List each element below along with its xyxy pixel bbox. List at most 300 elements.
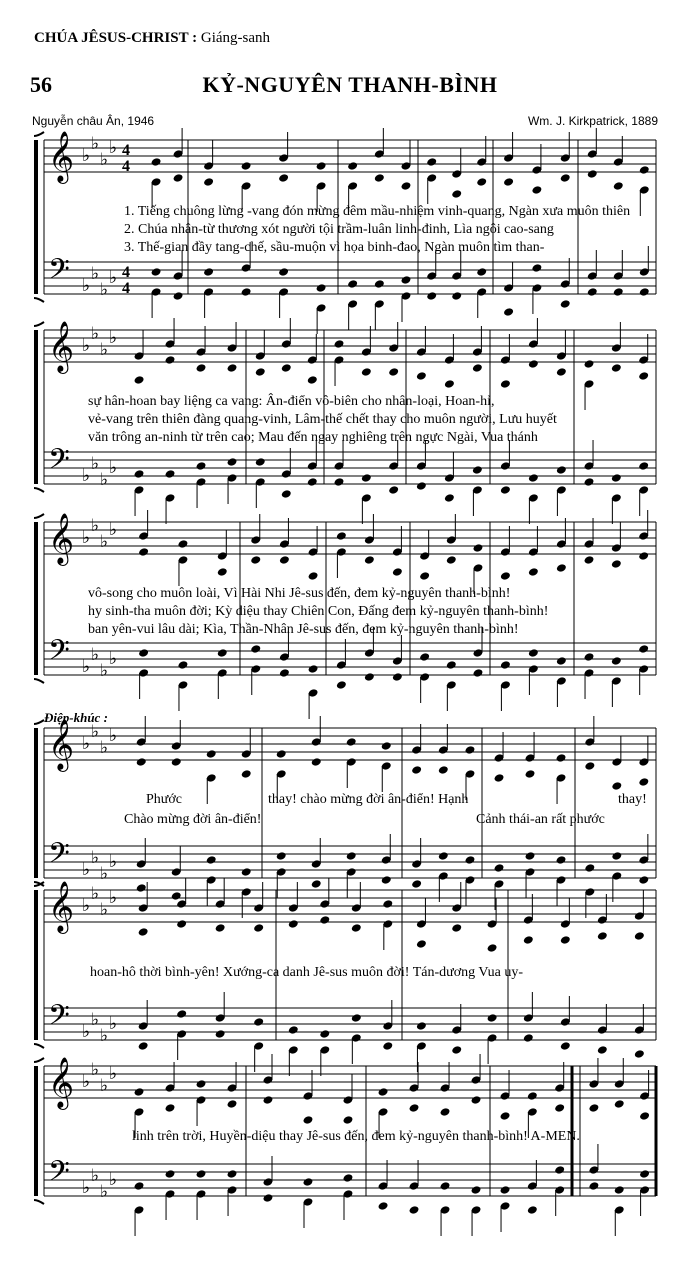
- note-head: [531, 185, 542, 195]
- note-head: [556, 753, 567, 763]
- note-head: [361, 367, 372, 377]
- note-head: [138, 927, 149, 937]
- note-head: [307, 477, 318, 487]
- note-head: [416, 371, 427, 381]
- flat-sign-icon: ♭: [91, 1060, 100, 1080]
- note-head: [134, 1181, 145, 1191]
- time-signature-bottom: 4: [122, 158, 130, 175]
- refrain-line-2a: Chào mừng đời ân-điển!: [124, 812, 262, 827]
- note-head: [440, 1181, 451, 1191]
- note-head: [611, 781, 622, 791]
- flat-sign-icon: ♭: [82, 336, 91, 356]
- note-head: [173, 291, 184, 301]
- note-head: [374, 279, 385, 289]
- bass-clef-icon: 𝄢: [48, 999, 70, 1039]
- note-head: [584, 863, 595, 873]
- note-head: [138, 547, 149, 557]
- time-signature-top: 4: [122, 264, 130, 281]
- note-head: [409, 1103, 420, 1113]
- note-head: [263, 1095, 274, 1105]
- flat-sign-icon: ♭: [109, 1014, 118, 1034]
- note-head: [316, 283, 327, 293]
- note-head: [638, 777, 649, 787]
- treble-clef-icon: 𝄞: [48, 131, 75, 182]
- note-head: [611, 851, 622, 861]
- note-head: [361, 473, 372, 483]
- note-head: [451, 923, 462, 933]
- flat-sign-icon: ♭: [82, 657, 91, 677]
- note-head: [196, 363, 207, 373]
- note-head: [638, 644, 649, 654]
- flat-sign-icon: ♭: [109, 268, 118, 288]
- section-title: CHÚA JÊSUS-CHRIST: [34, 30, 189, 46]
- note-head: [217, 567, 228, 577]
- verse-2-line-1: 2. Chúa nhân-từ thương xót người tội trầm-luân linh-đinh, Lìa ngôi cao-sang: [124, 222, 554, 237]
- flat-sign-icon: ♭: [109, 852, 118, 872]
- note-head: [525, 769, 536, 779]
- verse-3-line-1: 3. Thế-gian đầy tang-chế, sầu-muộn vì họa binh-đao, Ngàn muôn tìm than-: [124, 240, 545, 255]
- note-head: [438, 851, 449, 861]
- note-head: [241, 287, 252, 297]
- refrain-line-3: hoan-hô thời bình-yên! Xướng-ca danh Jê-sus muôn đời! Tán-dương Vua uy-: [90, 965, 524, 980]
- note-head: [560, 1041, 571, 1051]
- note-head: [276, 851, 287, 861]
- note-head: [500, 1185, 511, 1195]
- note-head: [281, 489, 292, 499]
- note-head: [444, 493, 455, 503]
- note-head: [472, 465, 483, 475]
- flat-sign-icon: ♭: [100, 280, 109, 300]
- note-head: [206, 855, 217, 865]
- refrain-line-1b: thay! chào mừng đời ân-điển! Hạnh: [268, 792, 469, 807]
- note-head: [638, 461, 649, 471]
- flat-sign-icon: ♭: [100, 470, 109, 490]
- bracket-hook-bottom: [34, 488, 44, 492]
- flat-sign-icon: ♭: [82, 896, 91, 916]
- note-head: [500, 485, 511, 495]
- note-head: [336, 531, 347, 541]
- note-head: [388, 367, 399, 377]
- note-head: [446, 660, 457, 670]
- note-head: [613, 287, 624, 297]
- section-subtitle: Giáng-sanh: [200, 30, 271, 46]
- note-head: [382, 1041, 393, 1051]
- note-head: [471, 1185, 482, 1195]
- note-head: [494, 773, 505, 783]
- note-head: [278, 267, 289, 277]
- note-head: [639, 1111, 650, 1121]
- note-head: [165, 355, 176, 365]
- note-head: [215, 1029, 226, 1039]
- note-head: [196, 461, 207, 471]
- note-head: [451, 1045, 462, 1055]
- note-head: [554, 1103, 565, 1113]
- treble-clef-icon: 𝄞: [48, 881, 75, 932]
- note-head: [334, 339, 345, 349]
- note-head: [613, 181, 624, 191]
- note-head: [151, 267, 162, 277]
- flat-sign-icon: ♭: [91, 848, 100, 868]
- note-head: [560, 935, 571, 945]
- note-head: [311, 879, 322, 889]
- flat-sign-icon: ♭: [91, 264, 100, 284]
- note-head: [444, 379, 455, 389]
- note-head: [500, 660, 511, 670]
- note-head: [500, 379, 511, 389]
- verse-1-line-1: 1. Tiếng chuông lừng -vang đón mừng đêm mầu-nhiệm vinh-quang, Ngàn xưa muôn thiên: [124, 204, 631, 219]
- note-head: [388, 485, 399, 495]
- flat-sign-icon: ♭: [100, 1076, 109, 1096]
- note-head: [503, 307, 514, 317]
- note-head: [227, 363, 238, 373]
- treble-clef-icon: 𝄞: [48, 1057, 75, 1108]
- note-head: [523, 1033, 534, 1043]
- note-head: [241, 867, 252, 877]
- bass-clef-icon: 𝄢: [48, 443, 70, 483]
- verse-3-line-3: ban yên-vui lâu dài; Kìa, Thần-Nhân Jê-sus đến, đem kỷ-nguyên thanh-bình!: [88, 622, 519, 637]
- note-head: [241, 161, 252, 171]
- note-head: [638, 371, 649, 381]
- flat-sign-icon: ♭: [100, 340, 109, 360]
- note-head: [217, 648, 228, 658]
- note-head: [588, 1103, 599, 1113]
- note-head: [364, 672, 375, 682]
- note-head: [597, 1045, 608, 1055]
- flat-sign-icon: ♭: [100, 1182, 109, 1202]
- note-head: [416, 481, 427, 491]
- note-head: [381, 741, 392, 751]
- note-head: [346, 851, 357, 861]
- note-head: [278, 173, 289, 183]
- note-head: [411, 879, 422, 889]
- note-head: [419, 571, 430, 581]
- note-head: [584, 477, 595, 487]
- note-head: [634, 931, 645, 941]
- flat-sign-icon: ♭: [109, 458, 118, 478]
- note-head: [554, 1165, 565, 1175]
- flat-sign-icon: ♭: [109, 649, 118, 669]
- note-head: [465, 745, 476, 755]
- note-head: [136, 883, 147, 893]
- lyricist-credit: Nguyễn châu Ân, 1946: [32, 114, 155, 128]
- note-head: [560, 173, 571, 183]
- note-head: [473, 668, 484, 678]
- note-head: [556, 367, 567, 377]
- flat-sign-icon: ♭: [100, 864, 109, 884]
- bracket-hook-top: [34, 322, 44, 326]
- flat-sign-icon: ♭: [100, 532, 109, 552]
- note-head: [556, 465, 567, 475]
- flat-sign-icon: ♭: [100, 900, 109, 920]
- note-head: [438, 765, 449, 775]
- note-head: [227, 1099, 238, 1109]
- bass-clef-icon: 𝄢: [48, 634, 70, 674]
- verse-2-line-2: vẻ-vang trên thiên đàng quang-vinh, Lâm-thế chết thay cho muôn người, Lưu huyết: [88, 412, 557, 427]
- flat-sign-icon: ♭: [109, 1170, 118, 1190]
- flat-sign-icon: ♭: [109, 328, 118, 348]
- note-head: [611, 363, 622, 373]
- note-head: [487, 1013, 498, 1023]
- note-head: [364, 555, 375, 565]
- note-head: [584, 761, 595, 771]
- bass-clef-icon: 𝄢: [48, 837, 70, 877]
- refrain-label: Điệp-khúc :: [44, 710, 108, 725]
- flat-sign-icon: ♭: [82, 276, 91, 296]
- note-head: [411, 765, 422, 775]
- note-head: [165, 469, 176, 479]
- flat-sign-icon: ♭: [82, 466, 91, 486]
- note-head: [639, 1169, 650, 1179]
- verse-3-line-2: văn trông an-ninh từ trên cao; Mau đến ngay nghiêng trên ngực Ngài, Vua thánh: [88, 430, 538, 445]
- note-head: [176, 919, 187, 929]
- note-head: [227, 1169, 238, 1179]
- refrain-line-1a: Phước: [146, 792, 182, 807]
- note-head: [416, 939, 427, 949]
- note-head: [446, 555, 457, 565]
- flat-sign-icon: ♭: [91, 722, 100, 742]
- note-head: [319, 915, 330, 925]
- note-head: [250, 644, 261, 654]
- note-head: [401, 181, 412, 191]
- bracket-hook-top: [34, 514, 44, 518]
- note-head: [476, 177, 487, 187]
- flat-sign-icon: ♭: [109, 888, 118, 908]
- note-head: [392, 672, 403, 682]
- flat-sign-icon: ♭: [91, 1166, 100, 1186]
- note-head: [426, 291, 437, 301]
- note-head: [203, 267, 214, 277]
- note-head: [556, 563, 567, 573]
- flat-sign-icon: ♭: [100, 661, 109, 681]
- note-head: [584, 652, 595, 662]
- note-head: [334, 477, 345, 487]
- note-head: [471, 1095, 482, 1105]
- note-head: [494, 863, 505, 873]
- note-head: [347, 161, 358, 171]
- note-head: [288, 919, 299, 929]
- note-head: [527, 1091, 538, 1101]
- note-head: [525, 851, 536, 861]
- note-head: [382, 899, 393, 909]
- note-head: [500, 1111, 511, 1121]
- note-head: [416, 1021, 427, 1031]
- bracket-hook-bottom: [34, 298, 44, 302]
- composer-credit: Wm. J. Kirkpatrick, 1889: [527, 114, 658, 128]
- note-head: [487, 943, 498, 953]
- note-head: [177, 660, 188, 670]
- note-head: [173, 173, 184, 183]
- note-head: [343, 1173, 354, 1183]
- note-head: [176, 1009, 187, 1019]
- note-head: [196, 1079, 207, 1089]
- note-head: [527, 1205, 538, 1215]
- flat-sign-icon: ♭: [100, 150, 109, 170]
- flat-sign-icon: ♭: [109, 138, 118, 158]
- note-head: [611, 559, 622, 569]
- note-head: [346, 737, 357, 747]
- note-head: [307, 375, 318, 385]
- flat-sign-icon: ♭: [109, 726, 118, 746]
- flat-sign-icon: ♭: [82, 734, 91, 754]
- refrain-line-1c: thay!: [618, 792, 647, 807]
- flat-sign-icon: ♭: [82, 1178, 91, 1198]
- note-head: [303, 1177, 314, 1187]
- note-head: [319, 1029, 330, 1039]
- note-head: [528, 359, 539, 369]
- note-head: [171, 757, 182, 767]
- note-head: [279, 668, 290, 678]
- note-head: [584, 359, 595, 369]
- flat-sign-icon: ♭: [91, 324, 100, 344]
- flat-sign-icon: ♭: [91, 1010, 100, 1030]
- note-head: [419, 652, 430, 662]
- note-head: [351, 1013, 362, 1023]
- note-head: [560, 299, 571, 309]
- note-head: [639, 165, 650, 175]
- note-head: [276, 749, 287, 759]
- note-head: [401, 275, 412, 285]
- note-head: [476, 267, 487, 277]
- note-head: [316, 161, 327, 171]
- note-head: [336, 680, 347, 690]
- note-head: [409, 1205, 420, 1215]
- note-head: [263, 1193, 274, 1203]
- note-head: [253, 1017, 264, 1027]
- flat-sign-icon: ♭: [109, 520, 118, 540]
- refrain-line-4: linh trên trời, Huyền-diệu thay Jê-sus đến, đem kỷ-nguyên thanh-bình! A-MEN.: [132, 1129, 580, 1144]
- bracket-hook-top: [34, 132, 44, 136]
- note-head: [308, 664, 319, 674]
- note-head: [587, 169, 598, 179]
- note-head: [171, 891, 182, 901]
- note-head: [250, 555, 261, 565]
- note-head: [528, 648, 539, 658]
- verse-1-line-3: vô-song cho muôn loài, Vì Hài Nhi Jê-sus đến, đem kỷ-nguyên thanh-bình!: [88, 586, 511, 601]
- flat-sign-icon: ♭: [82, 860, 91, 880]
- note-head: [351, 923, 362, 933]
- bracket-hook-top: [34, 720, 44, 724]
- flat-sign-icon: ♭: [91, 884, 100, 904]
- note-head: [203, 177, 214, 187]
- note-head: [177, 539, 188, 549]
- note-head: [134, 469, 145, 479]
- note-head: [473, 543, 484, 553]
- note-head: [614, 1099, 625, 1109]
- note-head: [451, 291, 462, 301]
- note-head: [503, 177, 514, 187]
- note-head: [347, 279, 358, 289]
- note-head: [241, 769, 252, 779]
- note-head: [311, 757, 322, 767]
- note-head: [528, 473, 539, 483]
- flat-sign-icon: ♭: [82, 528, 91, 548]
- note-head: [281, 363, 292, 373]
- refrain-line-2b: Cảnh thái-an rất phước: [476, 812, 605, 827]
- flat-sign-icon: ♭: [82, 1022, 91, 1042]
- hymn-title: KỶ-NGUYÊN THANH-BÌNH: [202, 72, 498, 97]
- note-head: [255, 367, 266, 377]
- note-head: [138, 648, 149, 658]
- bracket-hook-bottom: [34, 1200, 44, 1204]
- flat-sign-icon: ♭: [109, 1064, 118, 1084]
- note-head: [587, 287, 598, 297]
- note-head: [196, 1169, 207, 1179]
- note-head: [165, 1169, 176, 1179]
- treble-clef-icon: 𝄞: [48, 513, 75, 564]
- note-head: [588, 1181, 599, 1191]
- treble-clef-icon: 𝄞: [48, 719, 75, 770]
- flat-sign-icon: ♭: [82, 146, 91, 166]
- note-head: [531, 263, 542, 273]
- note-head: [151, 157, 162, 167]
- note-head: [638, 875, 649, 885]
- bass-clef-icon: 𝄢: [48, 1155, 70, 1195]
- note-head: [378, 1087, 389, 1097]
- bracket-hook-bottom: [34, 679, 44, 683]
- bass-clef-icon: 𝄢: [48, 253, 70, 293]
- note-head: [378, 1201, 389, 1211]
- note-head: [288, 1025, 299, 1035]
- flat-sign-icon: ♭: [91, 454, 100, 474]
- note-head: [523, 935, 534, 945]
- note-head: [136, 757, 147, 767]
- section-separator: :: [188, 30, 201, 46]
- note-head: [279, 555, 290, 565]
- flat-sign-icon: ♭: [100, 738, 109, 758]
- note-head: [556, 656, 567, 666]
- note-head: [611, 656, 622, 666]
- note-head: [227, 457, 238, 467]
- note-head: [253, 923, 264, 933]
- time-signature-bottom: 4: [122, 280, 130, 297]
- note-head: [134, 375, 145, 385]
- note-head: [528, 567, 539, 577]
- note-head: [634, 1049, 645, 1059]
- note-head: [381, 875, 392, 885]
- note-head: [308, 571, 319, 581]
- note-head: [138, 1041, 149, 1051]
- bracket-hook-top: [34, 1058, 44, 1062]
- hymn-number: 56: [30, 72, 52, 97]
- flat-sign-icon: ♭: [82, 1072, 91, 1092]
- note-head: [374, 173, 385, 183]
- verse-2-line-3: hy sinh-tha muôn đời; Kỳ diệu thay Chiên Con, Đấng đem kỷ-nguyên thanh-bình!: [88, 604, 549, 619]
- note-head: [206, 749, 217, 759]
- note-head: [451, 189, 462, 199]
- note-head: [134, 1087, 145, 1097]
- flat-sign-icon: ♭: [91, 516, 100, 536]
- time-signature-top: 4: [122, 142, 130, 159]
- note-head: [584, 555, 595, 565]
- verse-1-line-2: sự hân-hoan bay liệng ca vang: Ân-điển vô-biên cho nhân-loại, Hoan-hỉ,: [88, 394, 495, 409]
- note-head: [440, 1107, 451, 1117]
- flat-sign-icon: ♭: [100, 1026, 109, 1046]
- note-head: [639, 287, 650, 297]
- flat-sign-icon: ♭: [91, 134, 100, 154]
- note-head: [638, 551, 649, 561]
- note-head: [165, 1103, 176, 1113]
- flat-sign-icon: ♭: [91, 645, 100, 665]
- note-head: [343, 1115, 354, 1125]
- note-head: [303, 1115, 314, 1125]
- note-head: [392, 567, 403, 577]
- note-head: [255, 457, 266, 467]
- note-head: [472, 363, 483, 373]
- note-head: [426, 157, 437, 167]
- note-head: [556, 855, 567, 865]
- treble-clef-icon: 𝄞: [48, 321, 75, 372]
- note-head: [614, 1185, 625, 1195]
